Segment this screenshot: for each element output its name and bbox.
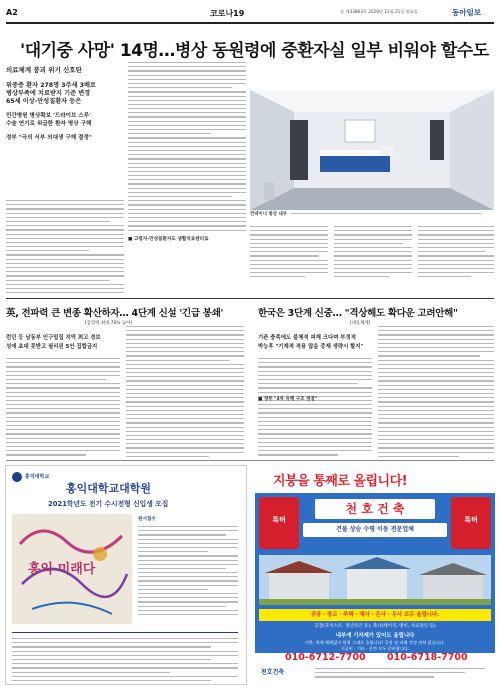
cheonho-construction-ad[interactable] (255, 465, 495, 683)
korea-story-subhead: 기존 충족에도 불체적 피해 크다며 부정적 (258, 335, 356, 341)
ad2-bottom-logo: 천호건축 (261, 669, 285, 676)
subhead: 수술 연기로 위급한 환자 병상 구해 (6, 121, 92, 127)
korea-story-body-col2 (378, 326, 494, 460)
ad2-subtag: 내부에 기자재가 있어도 올립니다 (335, 633, 415, 639)
ad2-services: 공장 · 창고 · 주택 · 계사 · 돈사 · 우사 모두 올립니다. (259, 609, 491, 621)
hongik-university-ad[interactable] (5, 465, 247, 685)
photo-caption-title: 컨테이너 병상 내부 (250, 212, 287, 217)
issue-date: ㊈ 제33863호 2020년 12월 21일 월요일 (340, 9, 418, 14)
col2-bullet: ■ 고령자-만성질환자도 생활치료센터로 (128, 237, 209, 242)
top-story-subheads (6, 66, 96, 142)
company-name: 천 호 건 축 (345, 502, 405, 516)
patent-badge-right-label: 특허 (464, 516, 478, 524)
subhead: 병상부족에 치료받지 기준 변경 (6, 90, 91, 97)
ad2-headline: 지붕을 통째로 올립니다! (273, 474, 408, 489)
photo-caption-text (291, 213, 481, 214)
page-number: A2 (6, 8, 18, 17)
section-title: 코로나19 (210, 9, 245, 18)
subhead: 65세 이상-만성질환자 등은 (6, 98, 82, 105)
korea-story-body-col1 (258, 358, 372, 459)
ad1-schedule-label: 원서접수 (138, 517, 156, 522)
ad1-schedule-table (138, 526, 238, 618)
ad2-address (315, 668, 485, 681)
top-story-body-col1 (6, 200, 124, 296)
section-divider (6, 298, 494, 299)
ad1-artwork (12, 514, 132, 624)
ad1-title: 홍익대학교대학원 (66, 482, 152, 495)
subhead: 정부 "극의 서부 의대생 구해 결정" (6, 135, 92, 141)
ad2-services2: 공장(호이스트, 생산라인 등), 축사(케이지, 멧비, 사료라인 등) (314, 624, 436, 629)
subhead: 위중증 환자 278명 3주새 3배로 (6, 82, 96, 89)
korea-story-bullet: ■ 정부 "3차 유행 구조 정점" (258, 397, 318, 402)
company-name-box (315, 499, 435, 519)
top-story-body-col2 (128, 62, 246, 234)
ad1-fineprint (12, 638, 238, 684)
ad1-subtitle: 2021학년도 전기 수시전형 신입생 모집 (48, 500, 169, 508)
top-story-body-col4 (334, 226, 412, 280)
ad2-phone2[interactable]: 010-6718-7700 (387, 652, 468, 663)
top-story-headline: '대기중 사망' 14명…병상 동원령에 중환자실 일부 비워야 할수도 (20, 41, 489, 61)
ad2-phone[interactable]: 010-6712-7700 (285, 652, 366, 663)
top-story-body-col3 (250, 226, 328, 280)
korea-story-headline: 한국은 3단계 신중… "격상해도 확다운 고려안해" (258, 308, 458, 319)
container-ward-photo (250, 90, 494, 210)
top-story-body-col5 (418, 226, 494, 280)
uk-story-kicker: [감염력 최대 70% 높아] (85, 321, 133, 326)
ad2-tagline: 건물 상승 수평 이동 전문업체 (303, 523, 447, 537)
uk-story-subhead: 런던 등 남동부 인구밀집 지역 최고 경보 (6, 335, 101, 341)
uk-story-subhead: 성에 초대 못받고 필리핀 5인 집합금지 (6, 344, 98, 350)
ad2-note2: 시공비 · 기타 · 운반 모두 준비합니다. (340, 646, 410, 651)
page-header (0, 0, 500, 26)
uk-story-body-col1 (6, 358, 120, 459)
photo-caption (250, 212, 494, 218)
korea-story-subhead: 박능후 "기계적 적용 않을 중재 생략시 할지" (258, 344, 364, 350)
ad1-rule (12, 632, 238, 633)
newspaper-logo: 동아일보 (452, 8, 481, 17)
uk-story-body-col2 (126, 326, 244, 460)
patent-badge-left-label: 특허 (272, 516, 286, 524)
university-emblem-icon (12, 472, 22, 482)
korea-story-kicker: [대응체계] (350, 321, 371, 326)
header-rule (6, 22, 494, 24)
patent-badge-left (259, 497, 299, 549)
uk-story-headline: 英, 전파력 큰 변종 확산하자… 4단계 신설 '긴급 봉쇄' (6, 308, 224, 319)
subhead: 의료체계 붕괴 위기 신호탄 (6, 66, 82, 74)
ad-divider (6, 460, 494, 461)
patent-badge-right (451, 497, 491, 549)
photo-illustration (250, 90, 494, 210)
ad1-art-text: 홍익 미래다 (28, 562, 96, 577)
ad2-note1: 지붕, 벽체 해체없이 원형 그대로 올립니다! 공정 및 피해 걱정 전혀 없습니다. (304, 640, 446, 645)
ad1-logo: 홍익대학교 (25, 474, 50, 480)
ad2-buildings-photo (259, 555, 491, 605)
building-illustration (259, 555, 491, 605)
subhead: 민간병원 병상확보 '드라이브 스루' (6, 113, 91, 119)
